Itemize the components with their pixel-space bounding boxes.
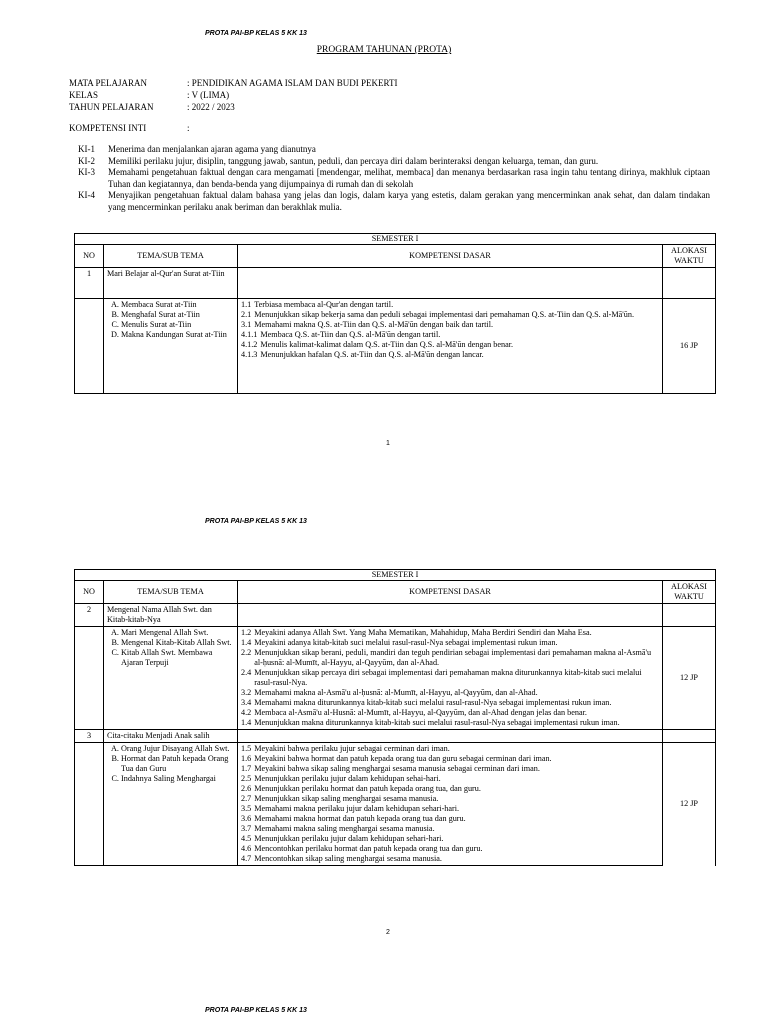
kd-code: 4.1.1: [241, 330, 258, 339]
kd-code: 2.1: [241, 310, 252, 319]
kd-text: Mencontohkan perilaku hormat dan patuh kepada orang tua dan guru.: [254, 844, 483, 853]
kd-code: 3.1: [241, 320, 252, 329]
meta-key: TAHUN PELAJARAN: [69, 102, 154, 112]
col-header-no: NO: [75, 581, 104, 604]
kd-code: 2.5: [241, 774, 252, 783]
kd-text: Memahami makna saling menghargai sesama manusia.: [254, 824, 435, 833]
kd-item: [241, 774, 659, 784]
kd-item: [241, 668, 659, 688]
kd-code: 4.1.2: [241, 340, 258, 349]
subtheme-item: A. Orang Jujur Disayang Allah Swt.: [121, 744, 234, 754]
kd-item: [241, 300, 659, 310]
kd-item: [241, 824, 659, 834]
kd-code: 4.7: [241, 854, 252, 863]
kd-code: 3.7: [241, 824, 252, 833]
kd-item: [241, 648, 659, 668]
kd-item: [241, 854, 659, 864]
subtheme-item: C. Kitab Allah Swt. Membawa Ajaran Terpuji: [121, 648, 234, 668]
kd-item: [241, 708, 659, 718]
ki-text: Memiliki perilaku jujur, disiplin, tanggung jawab, santun, peduli, dan percaya diri dalam berinteraksi dengan keluarga, teman, dan guru.: [108, 155, 599, 166]
kd-text: Meyakini bahwa perilaku jujur sebagai cerminan dari iman.: [254, 744, 450, 753]
kd-item: [241, 310, 659, 320]
kd-item: [241, 340, 659, 350]
kd-item: [241, 330, 659, 340]
kd-text: Menunjukkan sikap percaya diri sebagai implementasi dari pemahaman makna diturunkannya kitab-kitab suci melalui rasul-rasul-Nya.: [254, 668, 642, 687]
kd-text: Meyakini adanya Allah Swt. Yang Maha Mematikan, Mahahidup, Maha Berdiri Sendiri dan Maha Esa.: [254, 628, 592, 637]
kd-text: Memahami makna hormat dan patuh kepada orang tua dan guru.: [254, 814, 466, 823]
alokasi-value: 16 JP: [663, 299, 716, 394]
subtheme-list: [107, 744, 234, 784]
meta-key: MATA PELAJARAN: [69, 78, 148, 88]
kd-code: 4.5: [241, 834, 252, 843]
kd-text: Mencontohkan sikap saling menghargai sesama manusia.: [254, 854, 442, 863]
ki-code: KI-4: [78, 190, 95, 200]
ki-list: [78, 144, 710, 213]
ki-text: Menyajikan pengetahuan faktual dalam bahasa yang jelas dan logis, dalam karya yang estetis, dalam gerakan yang mencerminkan anak sehat, dan dalam tindakan yang mencerminkan perilaku anak beriman dan berakhlak mulia.: [108, 190, 710, 212]
kd-text: Menunjukkan sikap berani, peduli, mandiri dan teguh pendirian sebagai implementasi dari pemahaman makna al-Asmā'u al-ḥusnā: al-Mumīt, al-Hayyu, al-Qayyūm, dan al-Ahad.: [254, 648, 652, 667]
ki-label: KOMPETENSI INTI: [69, 123, 147, 133]
theme-number: 1: [75, 268, 104, 299]
kd-code: 2.6: [241, 784, 252, 793]
kd-text: Meyakini adanya kitab-kitab suci melalui rasul-rasul-Nya sebagai implementasi rukun iman.: [254, 638, 558, 647]
semester-table-page1: [74, 233, 716, 394]
semester-table-page2: [74, 569, 716, 866]
empty-cell: [238, 730, 663, 743]
kd-code: 2.2: [241, 648, 252, 657]
ki-item: [78, 144, 710, 156]
empty-cell: [238, 268, 663, 299]
kd-code: 2.7: [241, 794, 252, 803]
kd-item: [241, 350, 659, 360]
meta-value: : 2022 / 2023: [187, 102, 235, 112]
kd-item: [241, 628, 659, 638]
kd-text: Memahami makna diturunkannya kitab-kitab suci melalui rasul-rasul-Nya sebagai implementasi rukun iman.: [254, 698, 612, 707]
subtheme-item: D. Makna Kandungan Surat at-Tiin: [121, 330, 234, 340]
kd-code: 3.2: [241, 688, 252, 697]
page-header-tag: PROTA PAI-BP KELAS 5 KK 13: [205, 1007, 307, 1014]
kd-text: Menunjukkan perilaku jujur dalam kehidupan sehari-hari.: [254, 834, 444, 843]
subtheme-item: C. Indahnya Saling Menghargai: [121, 774, 234, 784]
alokasi-value: 12 JP: [663, 743, 716, 866]
page-number: 1: [386, 440, 390, 447]
meta-block: [69, 77, 397, 113]
kd-text: Meyakini bahwa hormat dan patuh kepada orang tua dan guru sebagai cerminan dari iman.: [254, 754, 552, 763]
page-header-tag: PROTA PAI-BP KELAS 5 KK 13: [205, 518, 307, 525]
kd-item: [241, 698, 659, 708]
subtheme-list: [107, 300, 234, 340]
kd-text: Membaca al-Asmā'u al-Husnā: al-Mumīt, al-Hayyu, al-Qayyūm, dan al-Ahad dengan jelas dan benar.: [254, 708, 587, 717]
kd-text: Memahami makna perilaku jujur dalam kehidupan sehari-hari.: [254, 804, 460, 813]
subtheme-item: C. Menulis Surat at-Tiin: [121, 320, 234, 330]
kd-item: [241, 638, 659, 648]
kd-code: 1.7: [241, 764, 252, 773]
kd-item: [241, 718, 659, 728]
semester-title: SEMESTER I: [75, 570, 716, 581]
kd-text: Meyakini bahwa sikap saling menghargai sesama manusia sebagai cerminan dari iman.: [254, 764, 540, 773]
kd-item: [241, 794, 659, 804]
empty-cell: [663, 604, 716, 627]
ki-item: [78, 167, 710, 190]
kd-text: Memahami makna al-Asmā'u al-ḥusnā: al-Mumīt, al-Hayyu, al-Qayyūm, dan al-Ahad.: [254, 688, 538, 697]
kd-text: Menunjukkan sikap saling menghargai sesama manusia.: [254, 794, 439, 803]
theme-number: 2: [75, 604, 104, 627]
kd-item: [241, 764, 659, 774]
meta-key: KELAS: [69, 90, 98, 100]
semester-title: SEMESTER I: [75, 234, 716, 245]
meta-row-year: [69, 101, 397, 113]
page-number: 2: [386, 929, 390, 936]
empty-cell: [663, 268, 716, 299]
kd-item: [241, 744, 659, 754]
kd-cell: [238, 627, 663, 730]
ki-item: [78, 156, 710, 168]
theme-number: 3: [75, 730, 104, 743]
kd-text: Menunjukkan perilaku jujur dalam kehidupan sehai-hari.: [254, 774, 441, 783]
kd-code: 1.4: [241, 638, 252, 647]
subtheme-cell: [104, 743, 238, 866]
col-header-kd: KOMPETENSI DASAR: [238, 581, 663, 604]
kd-code: 1.1: [241, 300, 252, 309]
col-header-tema: TEMA/SUB TEMA: [104, 245, 238, 268]
kd-cell: [238, 743, 663, 866]
kd-code: 1.4: [241, 718, 252, 727]
kd-code: 2.4: [241, 668, 252, 677]
theme-title: Cita-citaku Menjadi Anak salih: [104, 730, 238, 743]
kd-code: 1.2: [241, 628, 252, 637]
subtheme-item: A. Membaca Surat at-Tiin: [121, 300, 234, 310]
ki-text: Menerima dan menjalankan ajaran agama yang dianutnya: [108, 144, 316, 154]
ki-code: KI-3: [78, 167, 95, 177]
subtheme-cell: [104, 299, 238, 394]
empty-cell: [75, 743, 104, 866]
subtheme-item: B. Hormat dan Patuh kepada Orang Tua dan Guru: [121, 754, 234, 774]
kd-text: Terbiasa membaca al-Qur'an dengan tartil.: [254, 300, 394, 309]
kd-code: 3.6: [241, 814, 252, 823]
empty-cell: [238, 604, 663, 627]
kd-item: [241, 784, 659, 794]
kd-code: 4.1.3: [241, 350, 258, 359]
col-header-alokasi: ALOKASI WAKTU: [663, 245, 716, 268]
kd-text: Menulis kalimat-kalimat dalam Q.S. at-Tiin dan Q.S. al-Mā'ūn dengan benar.: [260, 340, 514, 349]
ki-code: KI-1: [78, 144, 95, 154]
kd-code: 3.4: [241, 698, 252, 707]
kd-code: 1.5: [241, 744, 252, 753]
kd-item: [241, 804, 659, 814]
col-header-alokasi: ALOKASI WAKTU: [663, 581, 716, 604]
subtheme-item: B. Mengenal Kitab-Kitab Allah Swt.: [121, 638, 234, 648]
kd-text: Membaca Q.S. at-Tiin dan Q.S. al-Mā'ūn dengan tartil.: [260, 330, 441, 339]
kd-item: [241, 688, 659, 698]
meta-row-subject: [69, 77, 397, 89]
subtheme-list: [107, 628, 234, 668]
meta-value: : V (LIMA): [187, 90, 230, 100]
kd-item: [241, 844, 659, 854]
meta-value: : PENDIDIKAN AGAMA ISLAM DAN BUDI PEKERTI: [187, 78, 398, 88]
ki-code: KI-2: [78, 155, 95, 166]
subtheme-cell: [104, 627, 238, 730]
kd-text: Menunjukkan makna diturunkannya kitab-kitab suci melalui rasul-rasul-Nya sebagai implementasi rukun iman.: [254, 718, 620, 727]
document-title: PROGRAM TAHUNAN (PROTA): [316, 45, 452, 55]
theme-title: Mengenal Nama Allah Swt. dan Kitab-kitab-Nya: [104, 604, 238, 627]
kd-item: [241, 814, 659, 824]
kd-text: Menunjukkan sikap bekerja sama dan peduli sebagai implementasi dari pemahaman Q.S. at-Tiin dan Q.S. al-Mā'ūn.: [254, 310, 634, 319]
kd-code: 1.6: [241, 754, 252, 763]
page-header-tag: PROTA PAI-BP KELAS 5 KK 13: [205, 30, 307, 37]
col-header-kd: KOMPETENSI DASAR: [238, 245, 663, 268]
alokasi-value: 12 JP: [663, 627, 716, 730]
subtheme-item: B. Menghafal Surat at-Tiin: [121, 310, 234, 320]
kd-text: Menunjukkan hafalan Q.S. at-Tiin dan Q.S. al-Mā'ūn dengan lancar.: [260, 350, 484, 359]
kd-item: [241, 754, 659, 764]
kd-code: 4.2: [241, 708, 252, 717]
kd-item: [241, 834, 659, 844]
kd-item: [241, 320, 659, 330]
subtheme-item: A. Mari Mengenal Allah Swt.: [121, 628, 234, 638]
empty-cell: [663, 730, 716, 743]
ki-item: [78, 190, 710, 213]
ki-text: Memahami pengetahuan faktual dengan cara mengamati [mendengar, melihat, membaca] dan menanya berdasarkan rasa ingin tahu tentang dirinya, makhluk ciptaan Tuhan dan kegiatannya, dan benda-benda yang dijumpainya di rumah dan di sekolah: [108, 167, 710, 189]
theme-title: Mari Belajar al-Qur'an Surat at-Tiin: [104, 268, 238, 299]
kd-text: Menunjukkan perilaku hormat dan patuh kepada orang tua, dan guru.: [254, 784, 481, 793]
col-header-tema: TEMA/SUB TEMA: [104, 581, 238, 604]
kd-cell: [238, 299, 663, 394]
meta-row-class: [69, 89, 397, 101]
kd-code: 4.6: [241, 844, 252, 853]
kd-code: 3.5: [241, 804, 252, 813]
kd-text: Memahami makna Q.S. at-Tiin dan Q.S. al-Mā'ūn dengan baik dan tartil.: [254, 320, 494, 329]
empty-cell: [75, 627, 104, 730]
col-header-no: NO: [75, 245, 104, 268]
ki-colon: :: [187, 123, 190, 133]
empty-cell: [75, 299, 104, 394]
